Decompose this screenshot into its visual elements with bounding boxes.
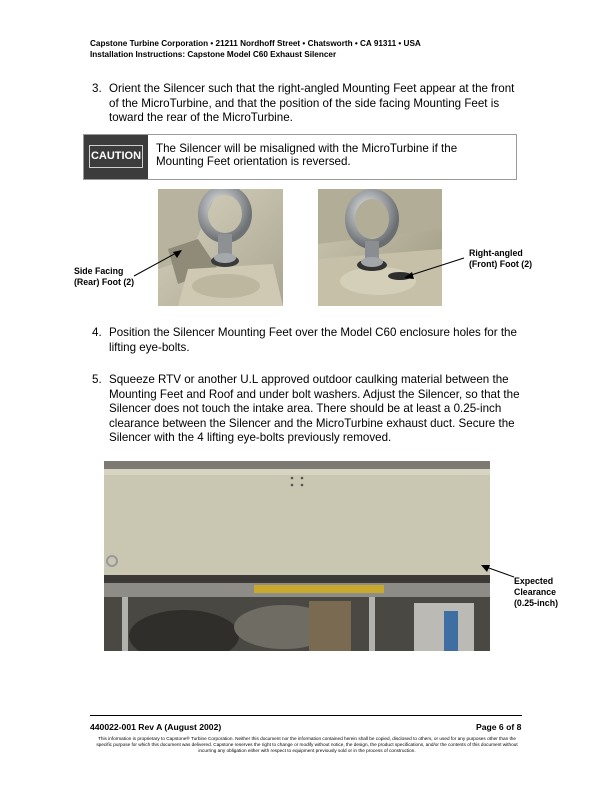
callout-line: Clearance <box>514 587 557 597</box>
caution-label: CAUTION <box>89 145 143 168</box>
callout-right-angled <box>469 248 532 270</box>
caution-box <box>83 134 517 180</box>
callout-line: (0.25-inch) <box>514 598 558 608</box>
right-angled-arrow <box>398 254 468 284</box>
callout-line: (Rear) Foot (2) <box>74 277 135 287</box>
footer-rule <box>90 715 522 716</box>
side-facing-arrow <box>130 244 190 280</box>
callout-line: Right-angled <box>469 248 523 258</box>
callout-line: (Front) Foot (2) <box>469 259 533 269</box>
callout-line: Side Facing <box>74 266 124 276</box>
footer-doc-id <box>90 722 221 733</box>
step-text: Squeeze RTV or another U.L approved outdoor caulking material between the Mounting Feet and Roof and under bolt washers. Adjust the Silencer, so that the Silencer does not touch the intake area. There should be at least a 0.25-inch clearance between the Silencer and the MicroTurbine exhaust duct. Secure the Silencer with the 4 lifting eye-bolts previously removed. <box>109 373 520 445</box>
step-4 <box>92 326 522 356</box>
callout-line: Expected <box>514 576 554 586</box>
page-number: Page 6 of 8 <box>476 722 522 732</box>
callout-side-facing <box>74 266 134 288</box>
header-company: Capstone Turbine Corporation • 21211 Nordhoff Street • Chatsworth • CA 91311 • USA <box>90 39 421 48</box>
step-number: 4. <box>92 326 102 339</box>
doc-number: 440022-001 <box>90 722 136 732</box>
doc-revision: Rev A (August 2002) <box>138 722 222 732</box>
step-number: 5. <box>92 373 102 386</box>
step-3 <box>92 82 522 128</box>
caution-text: The Silencer will be misaligned with the MicroTurbine if the Mounting Feet orientation is reversed. <box>156 142 458 168</box>
step-text: Orient the Silencer such that the right-angled Mounting Feet appear at the front of the MicroTurbine, and that the position of the side facing Mounting Feet is toward the rear of the MicroTurbine. <box>109 82 515 125</box>
step-5 <box>92 373 522 449</box>
photo-silencer-installed <box>104 461 490 651</box>
step-text: Position the Silencer Mounting Feet over the Model C60 enclosure holes for the lifting eye-bolts. <box>109 326 517 354</box>
step-number: 3. <box>92 82 102 95</box>
caution-label-block <box>84 135 148 179</box>
photo-right-angled-foot <box>318 189 442 306</box>
callout-clearance <box>514 576 558 609</box>
footer-disclaimer: This information is proprietary to Capstone® Turbine Corporation. Neither this document nor the information contained herein shall be copied, disclosed to others, or used for any purposes other than the specific purpose for which this document was delivered. Capstone reserves the right to change or modify without notice, the design, the product specifications, and/or the contents of this document without incurring any obligation either with respect to equipment previously sold or in the process of construction. <box>96 736 518 754</box>
header-title: Installation Instructions: Capstone Model C60 Exhaust Silencer <box>90 50 337 59</box>
